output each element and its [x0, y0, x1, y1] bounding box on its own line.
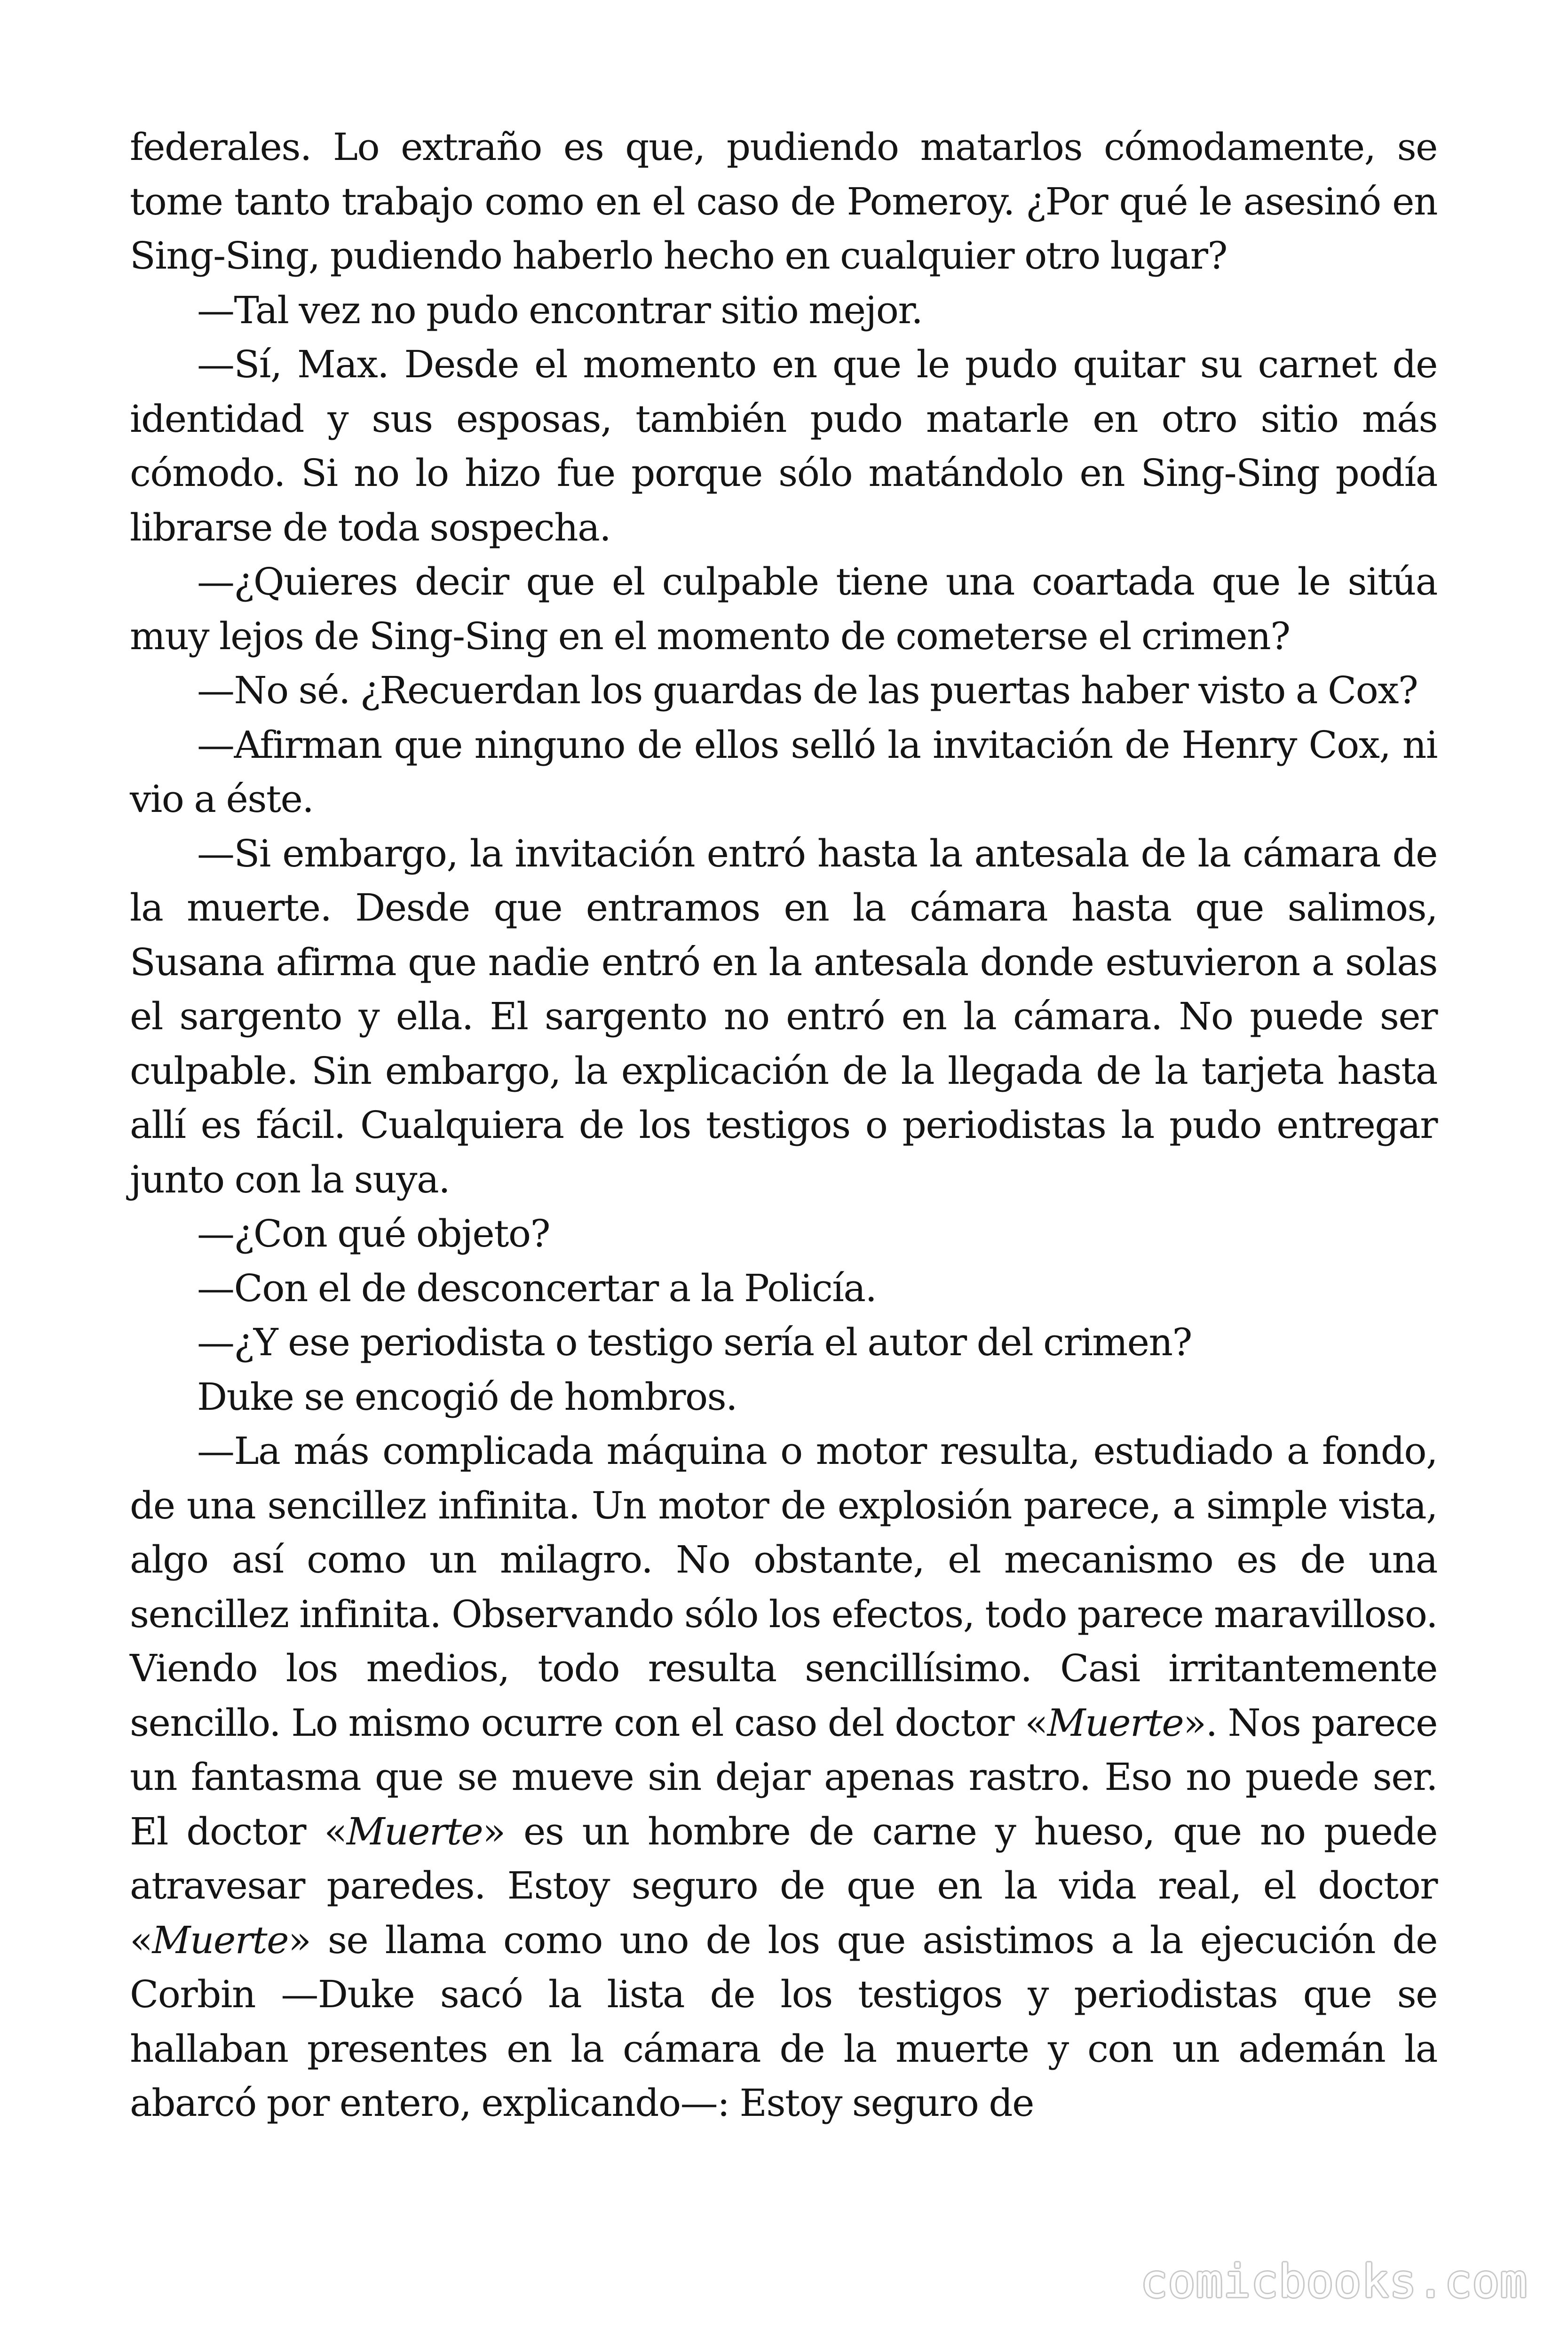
body-text: [130, 120, 1437, 2130]
paragraph-5: —No sé. ¿Recuerdan los guardas de las puertas haber visto a Cox?: [197, 668, 1418, 712]
paragraph-12-segment-4: » se llama como uno de los que asistimos a la ejecución de Corbin —Duke sacó la lista de los testigos y periodistas que se hallaban presentes en la cámara de la muerte y con un ademán la abarcó por entero, explicando—: Estoy seguro de: [130, 1918, 1437, 2125]
paragraph-1: federales. Lo extraño es que, pudiendo matarlos cómodamente, se tome tanto trabajo como en el caso de Pomeroy. ¿Por qué le asesinó en Sing-Sing, pudiendo haberlo hecho en cualquier otro lugar?: [130, 125, 1437, 278]
paragraph-12-segment-3: » es un hombre de carne y hueso, que no puede atravesar paredes. Estoy seguro de que en la vida real, el doctor «: [130, 1809, 1437, 1962]
paragraph-10: —¿Y ese periodista o testigo sería el autor del crimen?: [197, 1320, 1192, 1364]
paragraph-4: —¿Quieres decir que el culpable tiene una coartada que le sitúa muy lejos de Sing-Sing en el momento de cometerse el crimen?: [130, 560, 1437, 658]
paragraph-12-segment-2: ». Nos parece un fantasma que se mueve sin dejar apenas rastro. Eso no puede ser. El doctor «: [130, 1700, 1437, 1853]
paragraph-12-emphasis-2: Muerte: [346, 1809, 483, 1853]
paragraph-8: —¿Con qué objeto?: [197, 1212, 550, 1255]
paragraph-2: —Tal vez no pudo encontrar sitio mejor.: [197, 288, 923, 332]
paragraph-12-emphasis-1: Muerte: [1047, 1700, 1184, 1745]
paragraph-12-segment-1: —La más complicada máquina o motor resulta, estudiado a fondo, de una sencillez infinita. Un motor de explosión parece, a simple vista, algo así como un milagro. No obstante, el mecanismo es de una sencillez infinita. Observando sólo los efectos, todo parece maravilloso. Viendo los medios, todo resulta sencillísimo. Casi irritantemente sencillo. Lo mismo ocurre con el caso del doctor «: [130, 1429, 1437, 1745]
paragraph-12: [130, 1424, 1437, 2130]
paragraph-12-emphasis-3: Muerte: [152, 1918, 288, 1962]
watermark: comicbooks.com: [1140, 2255, 1528, 2308]
paragraph-11: Duke se encogió de hombros.: [197, 1375, 737, 1419]
paragraph-7: —Si embargo, la invitación entró hasta la antesala de la cámara de la muerte. Desde que entramos en la cámara hasta que salimos, Susana afirma que nadie entró en la antesala donde estuvieron a solas el sargento y ella. El sargento no entró en la cámara. No puede ser culpable. Sin embargo, la explicación de la llegada de la tarjeta hasta allí es fácil. Cualquiera de los testigos o periodistas la pudo entregar junto con la suya.: [130, 831, 1437, 1201]
paragraph-6: —Afirman que ninguno de ellos selló la invitación de Henry Cox, ni vio a éste.: [130, 723, 1437, 821]
paragraph-3: —Sí, Max. Desde el momento en que le pudo quitar su carnet de identidad y sus esposas, también pudo matarle en otro sitio más cómodo. Si no lo hizo fue porque sólo matándolo en Sing-Sing podía librarse de toda sospecha.: [130, 342, 1437, 549]
paragraph-9: —Con el de desconcertar a la Policía.: [197, 1266, 877, 1310]
